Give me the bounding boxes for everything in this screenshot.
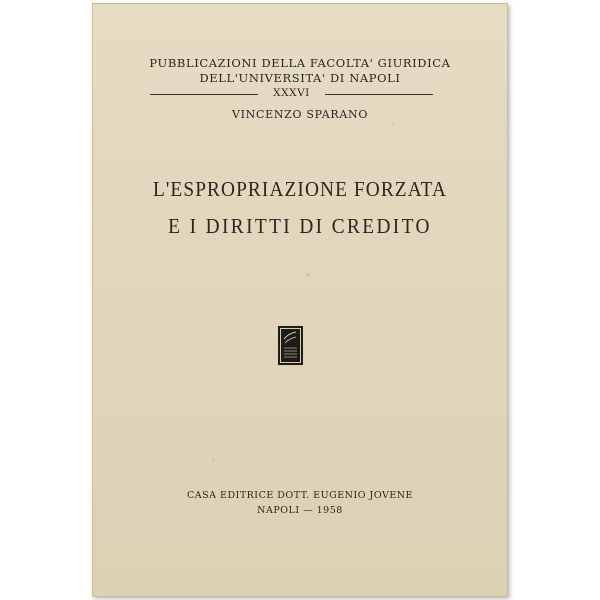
series-title-line-1: PUBBLICAZIONI DELLA FACOLTA' GIURIDICA [149,56,451,70]
book-title-line-1: L'ESPROPRIAZIONE FORZATA [152,177,448,201]
rule-right [325,94,433,95]
author-name: VINCENZO SPARANO [231,108,369,121]
publication-place-year: NAPOLI — 1958 [257,505,343,516]
paper-stain [306,273,310,277]
paper-stain [212,458,215,461]
book-cover [92,3,508,597]
series-title-line-2: DELL'UNIVERSITA' DI NAPOLI [199,71,401,85]
publisher-mark-graphic [281,329,300,362]
publisher-name: CASA EDITRICE DOTT. EUGENIO JOVENE [187,490,413,501]
volume-row [150,87,433,101]
paper-stain [392,123,395,126]
volume-number: XXXVI [273,87,310,99]
book-title-line-2: E I DIRITTI DI CREDITO [168,214,432,238]
publisher-mark-icon [278,326,303,365]
publisher-mark-frame [280,328,301,363]
